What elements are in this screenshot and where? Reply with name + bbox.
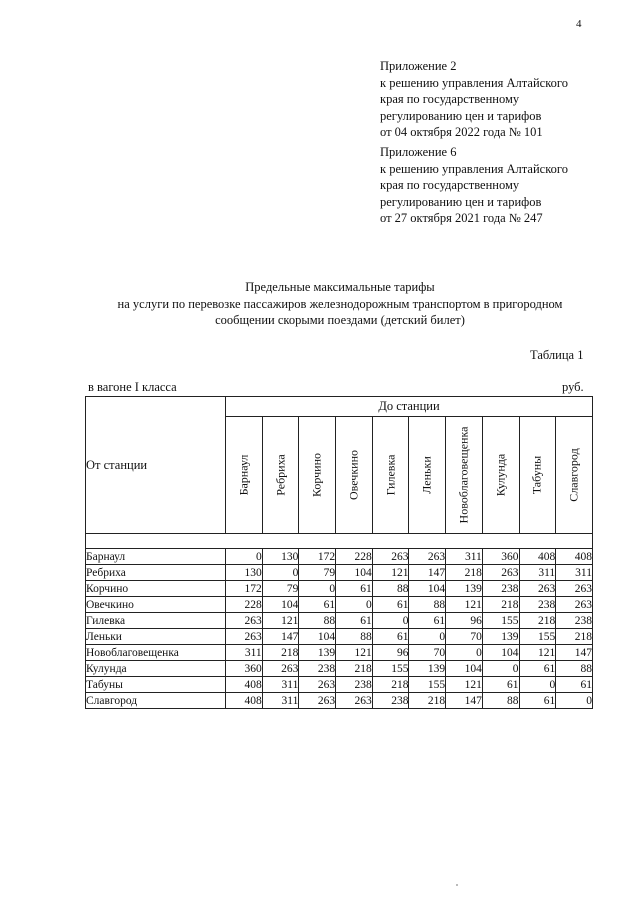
tariff-cell: 0 <box>262 565 299 581</box>
tariff-cell: 0 <box>519 677 556 693</box>
to-station-header: До станции <box>226 397 593 417</box>
column-header <box>226 417 263 534</box>
tariff-cell: 155 <box>519 629 556 645</box>
tariff-cell: 218 <box>556 629 593 645</box>
column-header-label: Кулунда <box>493 453 508 497</box>
tariff-cell: 139 <box>482 629 519 645</box>
tariff-cell: 218 <box>336 661 373 677</box>
appendix-line: от 27 октября 2021 года № 247 <box>380 211 543 225</box>
column-header-label: Барнаул <box>236 454 251 496</box>
tariff-cell: 263 <box>556 597 593 613</box>
column-header <box>372 417 409 534</box>
tariff-cell: 218 <box>372 677 409 693</box>
row-station-label: Новоблаговещенка <box>86 645 226 661</box>
scan-speck <box>456 884 458 886</box>
tariff-cell: 238 <box>482 581 519 597</box>
tariff-cell: 121 <box>519 645 556 661</box>
table-row <box>86 565 593 581</box>
row-station-label: Корчино <box>86 581 226 597</box>
tariff-cell: 61 <box>336 581 373 597</box>
table-row <box>86 629 593 645</box>
tariff-cell: 408 <box>226 693 263 709</box>
column-header <box>299 417 336 534</box>
tariff-cell: 311 <box>556 565 593 581</box>
tariff-cell: 263 <box>226 629 263 645</box>
tariff-cell: 172 <box>299 549 336 565</box>
appendix-line: от 04 октября 2022 года № 101 <box>380 125 543 139</box>
row-station-label: Гилевка <box>86 613 226 629</box>
tariff-cell: 79 <box>262 581 299 597</box>
column-header-label: Корчино <box>309 453 324 497</box>
tariff-cell: 61 <box>299 597 336 613</box>
row-station-label: Кулунда <box>86 661 226 677</box>
tariff-cell: 0 <box>556 693 593 709</box>
tariff-cell: 139 <box>299 645 336 661</box>
tariff-cell: 121 <box>372 565 409 581</box>
tariff-cell: 228 <box>226 597 263 613</box>
tariff-cell: 61 <box>372 597 409 613</box>
column-header <box>262 417 299 534</box>
tariff-cell: 311 <box>226 645 263 661</box>
tariff-cell: 311 <box>262 677 299 693</box>
tariff-cell: 88 <box>299 613 336 629</box>
tariff-cell: 218 <box>262 645 299 661</box>
tariff-cell: 172 <box>226 581 263 597</box>
tariff-cell: 263 <box>336 693 373 709</box>
tariff-cell: 88 <box>482 693 519 709</box>
tariff-cell: 263 <box>519 581 556 597</box>
tariff-cell: 88 <box>409 597 446 613</box>
tariff-cell: 61 <box>519 693 556 709</box>
from-station-header: От станции <box>86 397 226 534</box>
tariff-cell: 263 <box>482 565 519 581</box>
tariff-cell: 0 <box>482 661 519 677</box>
column-header <box>482 417 519 534</box>
tariff-cell: 121 <box>336 645 373 661</box>
tariff-cell: 70 <box>409 645 446 661</box>
tariff-cell: 311 <box>446 549 483 565</box>
tariff-cell: 61 <box>336 613 373 629</box>
tariff-cell: 311 <box>519 565 556 581</box>
title-line: на услуги по перевозке пассажиров железнодорожным транспортом в пригородном <box>117 296 563 311</box>
column-header <box>556 417 593 534</box>
tariff-cell: 147 <box>446 693 483 709</box>
table-row <box>86 661 593 677</box>
row-station-label: Табуны <box>86 677 226 693</box>
tariff-cell: 238 <box>519 597 556 613</box>
tariff-cell: 218 <box>482 597 519 613</box>
tariff-cell: 0 <box>372 613 409 629</box>
tariff-cell: 139 <box>446 581 483 597</box>
tariff-cell: 104 <box>299 629 336 645</box>
tariff-cell: 61 <box>482 677 519 693</box>
tariff-cell: 0 <box>299 581 336 597</box>
column-header <box>519 417 556 534</box>
appendix-line: к решению управления Алтайского <box>380 161 568 176</box>
tariff-cell: 263 <box>299 677 336 693</box>
appendix-2-block <box>380 58 568 141</box>
page-number: 4 <box>576 18 582 30</box>
tariff-cell: 104 <box>336 565 373 581</box>
table-row <box>86 613 593 629</box>
column-header <box>409 417 446 534</box>
tariff-cell: 218 <box>409 693 446 709</box>
tariff-cell: 147 <box>556 645 593 661</box>
column-header-label: Леньки <box>419 456 434 494</box>
tariff-cell: 218 <box>519 613 556 629</box>
appendix-line: Приложение 2 <box>380 59 457 73</box>
tariff-cell: 0 <box>226 549 263 565</box>
table-number: Таблица 1 <box>530 348 584 362</box>
table-row <box>86 549 593 565</box>
tariff-cell: 121 <box>446 597 483 613</box>
appendix-line: Приложение 6 <box>380 145 457 159</box>
tariff-cell: 263 <box>409 549 446 565</box>
tariff-cell: 263 <box>262 661 299 677</box>
appendix-6-block <box>380 144 568 227</box>
tariff-cell: 121 <box>446 677 483 693</box>
tariff-cell: 155 <box>482 613 519 629</box>
wagon-class-label: в вагоне I класса <box>88 380 177 394</box>
table-body <box>86 534 593 709</box>
tariff-cell: 238 <box>372 693 409 709</box>
tariff-cell: 61 <box>556 677 593 693</box>
tariff-cell: 147 <box>409 565 446 581</box>
tariff-cell: 311 <box>262 693 299 709</box>
tariff-cell: 96 <box>372 645 409 661</box>
tariff-cell: 96 <box>446 613 483 629</box>
tariff-cell: 263 <box>226 613 263 629</box>
tariff-cell: 147 <box>262 629 299 645</box>
tariff-cell: 263 <box>299 693 336 709</box>
column-header-label: Табуны <box>529 455 544 495</box>
row-station-label: Славгород <box>86 693 226 709</box>
tariff-cell: 238 <box>336 677 373 693</box>
tariff-cell: 360 <box>482 549 519 565</box>
tariff-cell: 408 <box>226 677 263 693</box>
column-header-label: Новоблаговещенка <box>456 426 471 524</box>
column-header <box>446 417 483 534</box>
table-row <box>86 581 593 597</box>
title-line: Предельные максимальные тарифы <box>245 280 435 294</box>
tariff-cell: 408 <box>556 549 593 565</box>
tariff-cell: 408 <box>519 549 556 565</box>
column-header-label: Ребриха <box>273 454 288 496</box>
tariff-cell: 61 <box>372 629 409 645</box>
appendix-line: регулированию цен и тарифов <box>380 194 542 209</box>
tariff-cell: 0 <box>409 629 446 645</box>
tariff-cell: 360 <box>226 661 263 677</box>
table-row <box>86 693 593 709</box>
tariff-cell: 104 <box>262 597 299 613</box>
row-station-label: Ребриха <box>86 565 226 581</box>
appendix-line: края по государственному <box>380 92 520 106</box>
column-header-label: Славгород <box>566 448 581 502</box>
tariff-cell: 218 <box>446 565 483 581</box>
document-title <box>60 279 620 329</box>
table-row <box>86 677 593 693</box>
row-station-label: Овечкино <box>86 597 226 613</box>
tariff-table <box>85 396 593 709</box>
column-header-label: Овечкино <box>346 450 361 500</box>
tariff-cell: 130 <box>226 565 263 581</box>
spacer-row <box>86 534 593 549</box>
tariff-cell: 263 <box>556 581 593 597</box>
tariff-cell: 155 <box>409 677 446 693</box>
tariff-cell: 104 <box>409 581 446 597</box>
title-line: сообщении скорыми поездами (детский билет) <box>215 313 465 327</box>
tariff-cell: 79 <box>299 565 336 581</box>
tariff-cell: 104 <box>446 661 483 677</box>
row-station-label: Леньки <box>86 629 226 645</box>
tariff-cell: 238 <box>556 613 593 629</box>
column-header-label: Гилевка <box>383 454 398 496</box>
tariff-cell: 88 <box>372 581 409 597</box>
appendix-line: к решению управления Алтайского <box>380 75 568 90</box>
table-row <box>86 597 593 613</box>
appendix-line: края по государственному <box>380 178 520 192</box>
row-station-label: Барнаул <box>86 549 226 565</box>
tariff-cell: 88 <box>336 629 373 645</box>
appendix-line: регулированию цен и тарифов <box>380 108 542 123</box>
tariff-cell: 238 <box>299 661 336 677</box>
tariff-cell: 61 <box>409 613 446 629</box>
tariff-cell: 88 <box>556 661 593 677</box>
tariff-cell: 0 <box>446 645 483 661</box>
tariff-cell: 61 <box>519 661 556 677</box>
tariff-cell: 130 <box>262 549 299 565</box>
tariff-cell: 70 <box>446 629 483 645</box>
tariff-cell: 121 <box>262 613 299 629</box>
tariff-cell: 139 <box>409 661 446 677</box>
tariff-cell: 263 <box>372 549 409 565</box>
currency-label: руб. <box>562 380 584 394</box>
tariff-cell: 228 <box>336 549 373 565</box>
tariff-cell: 0 <box>336 597 373 613</box>
table-row <box>86 645 593 661</box>
tariff-cell: 155 <box>372 661 409 677</box>
column-header <box>336 417 373 534</box>
tariff-cell: 104 <box>482 645 519 661</box>
spacer-cell <box>86 534 593 549</box>
